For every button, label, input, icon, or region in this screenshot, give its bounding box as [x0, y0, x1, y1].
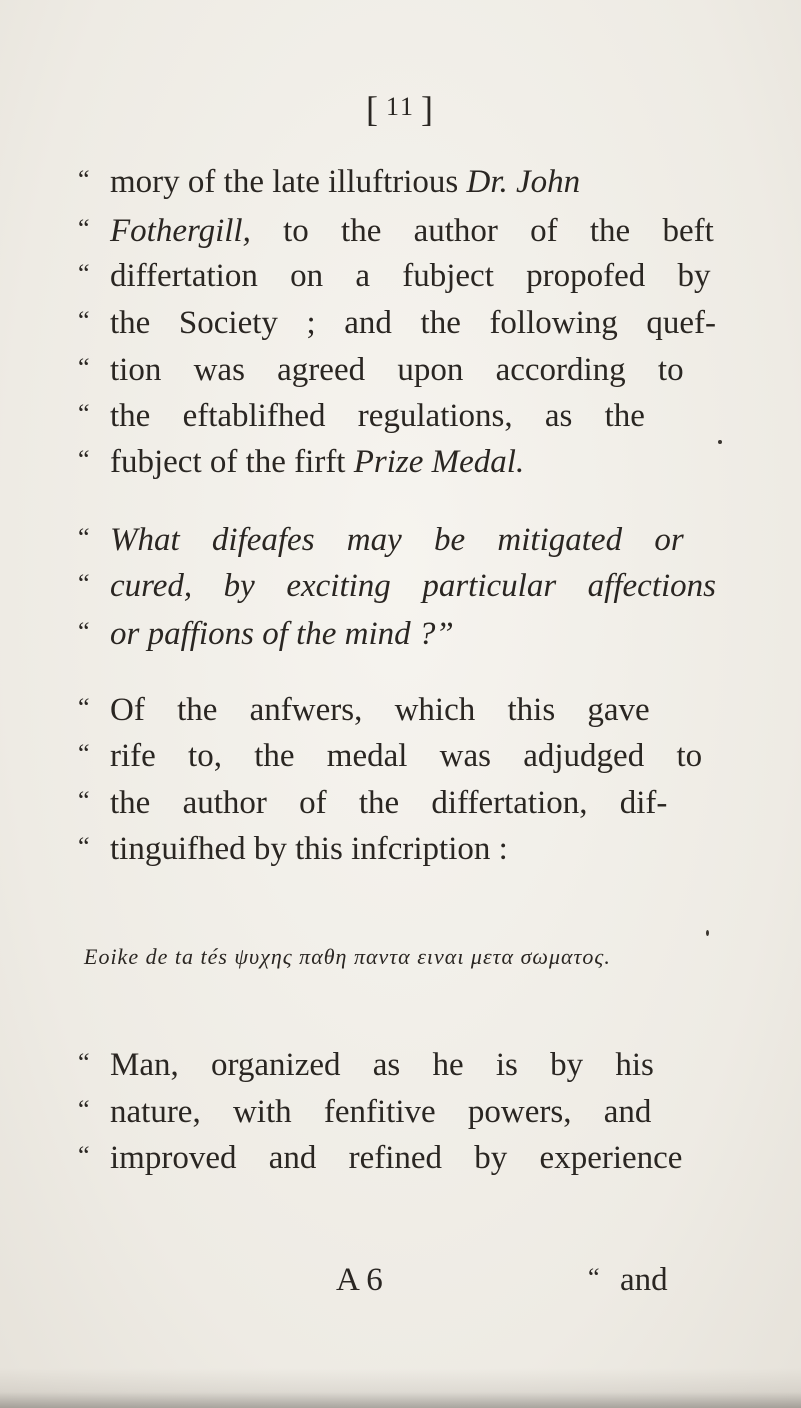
- line-text: nature, with fenfitive powers, and: [110, 1094, 652, 1130]
- quote-mark: “: [78, 259, 90, 288]
- header-bracket-close: ]: [421, 89, 436, 129]
- quote-mark: “: [78, 739, 90, 768]
- quote-mark: “: [78, 786, 90, 815]
- quote-mark: “: [78, 832, 90, 861]
- line-italic-text: Dr. John: [466, 164, 581, 200]
- text-line: [78, 612, 718, 654]
- header-bracket-open: [: [365, 89, 380, 129]
- greek-inscription: Eoike de ta tés ψυχης παθη παντα ειναι μετα σωματος.: [84, 944, 611, 969]
- line-content: [110, 736, 716, 776]
- line-text: differtation on a fubject propofed by: [110, 258, 711, 294]
- line-text: the author of the differtation, dif-: [110, 785, 668, 821]
- page-header: [0, 88, 801, 130]
- line-content: [110, 690, 716, 730]
- line-content: [110, 1045, 716, 1085]
- text-line: [78, 734, 718, 776]
- catchword: [588, 1262, 668, 1299]
- quote-mark: “: [78, 1141, 90, 1170]
- quote-mark: “: [78, 1048, 90, 1077]
- text-line: [78, 1043, 718, 1085]
- line-italic-text: What difeafes may be mitigated or: [110, 522, 684, 558]
- line-content: [110, 614, 716, 654]
- text-line: [78, 301, 718, 343]
- text-line: [78, 518, 718, 560]
- page-bottom-edge: [0, 1368, 801, 1408]
- line-text: Of the anfwers, which this gave: [110, 692, 650, 728]
- quote-mark: “: [78, 445, 90, 474]
- page-number: 11: [385, 92, 416, 121]
- line-italic-text: cured, by exciting particular affections: [110, 568, 716, 604]
- line-italic-text: or paffions of the mind ?”: [110, 616, 454, 652]
- catchword-text: and: [620, 1262, 668, 1298]
- line-text: the eftablifhed regulations, as the: [110, 398, 645, 434]
- line-text: the Society ; and the following quef-: [110, 305, 716, 341]
- quote-mark: “: [78, 523, 90, 552]
- line-content: [110, 520, 716, 560]
- quote-mark: “: [78, 399, 90, 428]
- quote-mark: “: [78, 165, 90, 194]
- text-line: [78, 1136, 718, 1178]
- text-line: [78, 160, 718, 202]
- quote-mark: “: [78, 617, 90, 646]
- quote-mark: “: [78, 214, 90, 243]
- line-content: [110, 256, 716, 296]
- line-content: [110, 783, 716, 823]
- text-line: [78, 564, 718, 606]
- quote-mark: “: [78, 1095, 90, 1124]
- line-text: to the author of the beft: [250, 213, 714, 249]
- line-text: rife to, the medal was adjudged to: [110, 738, 703, 774]
- text-line: [78, 348, 718, 390]
- line-text: tinguifhed by this infcription :: [110, 831, 508, 867]
- line-italic-text: Prize Medal.: [353, 444, 525, 480]
- text-line: [78, 688, 718, 730]
- text-line: [78, 394, 718, 436]
- line-content: [110, 1138, 716, 1178]
- line-text: Man, organized as he is by his: [110, 1047, 654, 1083]
- line-content: [110, 442, 716, 482]
- text-line: [78, 254, 718, 296]
- text-line: [78, 1090, 718, 1132]
- quote-mark: “: [588, 1263, 600, 1292]
- quote-mark: “: [78, 569, 90, 598]
- line-content: [110, 162, 716, 202]
- signature-mark: A 6: [336, 1262, 383, 1298]
- paper-speck: [706, 930, 709, 936]
- line-text: mory of the late illuftrious: [110, 164, 467, 200]
- quote-mark: “: [78, 353, 90, 382]
- line-content: [110, 350, 716, 390]
- line-text: tion was agreed upon according to: [110, 352, 684, 388]
- quote-mark: “: [78, 693, 90, 722]
- line-content: [110, 211, 716, 251]
- text-line: [78, 781, 718, 823]
- text-line: [78, 209, 718, 251]
- line-italic-text: Fothergill,: [110, 213, 251, 249]
- line-content: [110, 396, 716, 436]
- line-content: [110, 303, 716, 343]
- text-line: [78, 440, 718, 482]
- quote-mark: “: [78, 306, 90, 335]
- line-content: [110, 829, 716, 869]
- text-line: [78, 827, 718, 869]
- line-content: [110, 566, 716, 606]
- paper-speck: [718, 440, 722, 444]
- line-text: improved and refined by experience: [110, 1140, 683, 1176]
- line-text: fubject of the firft: [110, 444, 354, 480]
- line-content: [110, 1092, 716, 1132]
